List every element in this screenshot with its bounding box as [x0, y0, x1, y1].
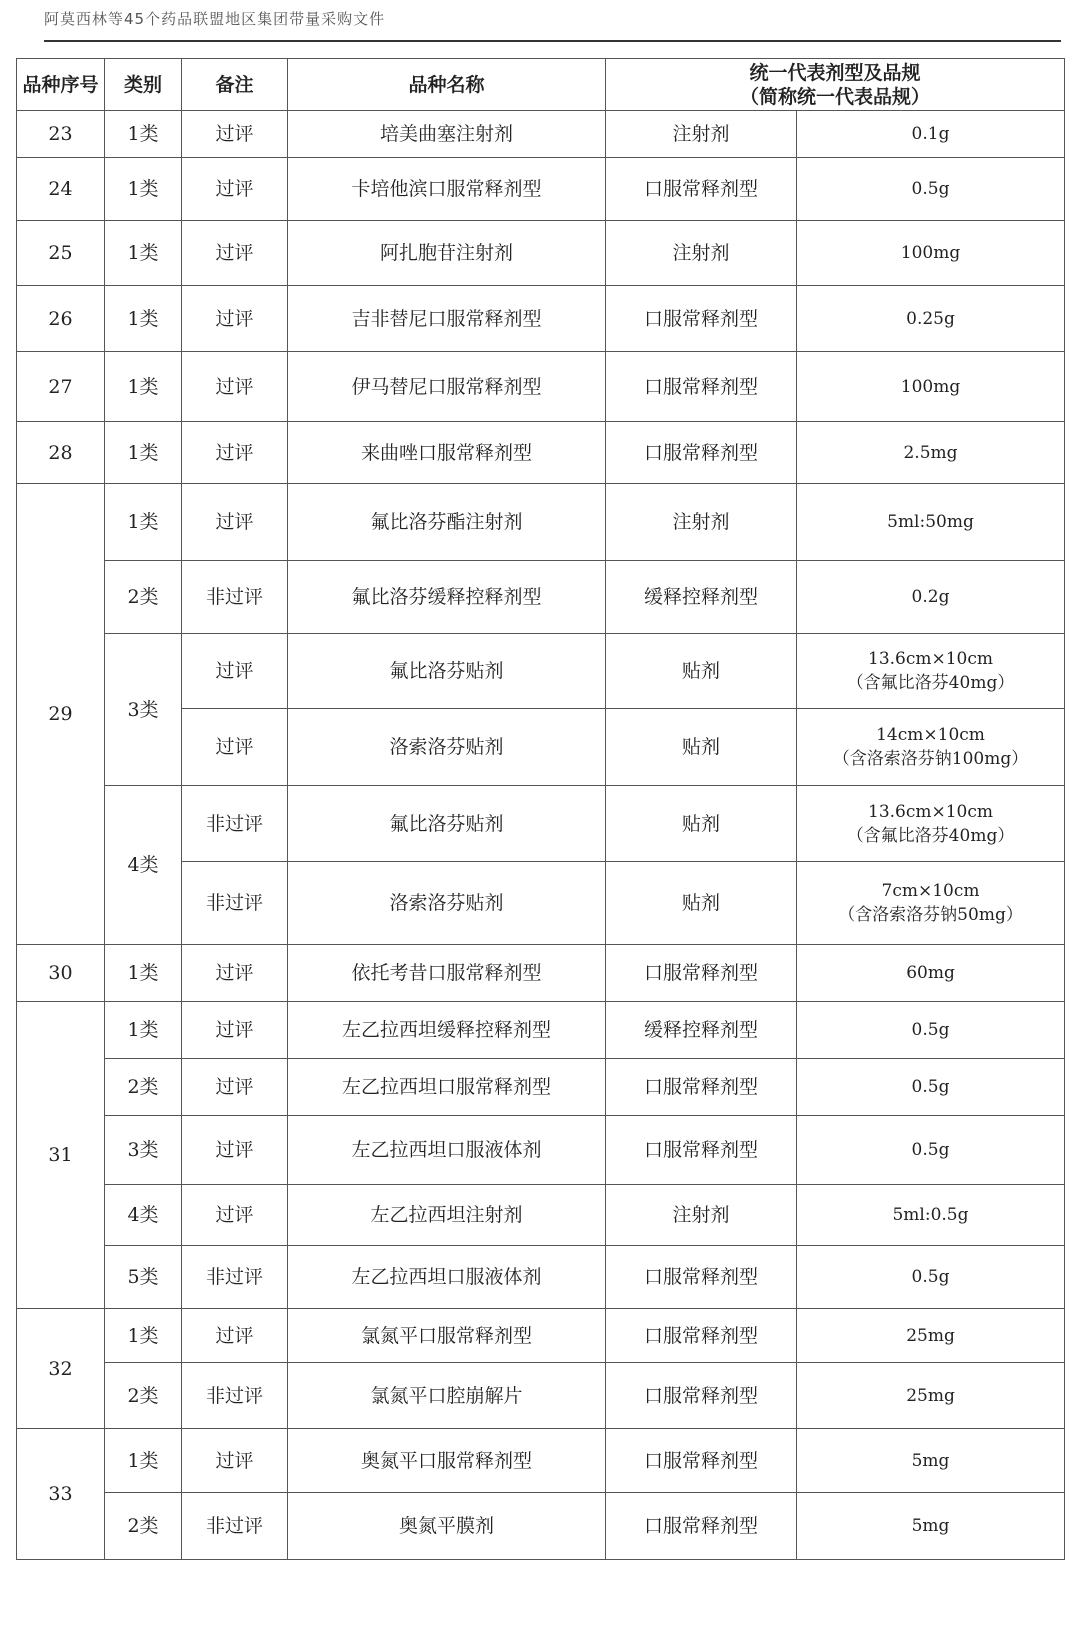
name-cell: 洛索洛芬贴剂	[288, 862, 606, 945]
table-row	[17, 634, 1065, 709]
seq-cell: 33	[17, 1429, 105, 1560]
header-remark: 备注	[182, 59, 288, 111]
spec-note: （含氟比洛芬40mg）	[846, 825, 1015, 846]
spec-cell: 5mg	[797, 1429, 1065, 1493]
name-cell: 培美曲塞注射剂	[288, 111, 606, 158]
table-row	[17, 1363, 1065, 1429]
table-row	[17, 484, 1065, 561]
form-cell: 口服常释剂型	[606, 158, 797, 221]
form-cell: 口服常释剂型	[606, 945, 797, 1002]
name-cell: 氟比洛芬酯注射剂	[288, 484, 606, 561]
form-cell: 口服常释剂型	[606, 286, 797, 352]
spec-cell	[797, 786, 1065, 862]
remark-cell: 过评	[182, 945, 288, 1002]
category-cell: 1类	[105, 1429, 182, 1493]
name-cell: 左乙拉西坦口服常释剂型	[288, 1059, 606, 1116]
header-seq: 品种序号	[17, 59, 105, 111]
header-spec-line1: 统一代表剂型及品规	[749, 61, 921, 84]
document-header: 阿莫西林等45个药品联盟地区集团带量采购文件	[44, 10, 386, 28]
seq-cell: 23	[17, 111, 105, 158]
name-cell: 来曲唑口服常释剂型	[288, 422, 606, 484]
form-cell: 注射剂	[606, 111, 797, 158]
spec-cell: 100mg	[797, 352, 1065, 422]
spec-cell: 0.5g	[797, 158, 1065, 221]
form-cell: 口服常释剂型	[606, 1309, 797, 1363]
remark-cell: 非过评	[182, 862, 288, 945]
table-row	[17, 1059, 1065, 1116]
remark-cell: 过评	[182, 1116, 288, 1185]
remark-cell: 过评	[182, 634, 288, 709]
table-row	[17, 1429, 1065, 1493]
remark-cell: 非过评	[182, 1363, 288, 1429]
name-cell: 依托考昔口服常释剂型	[288, 945, 606, 1002]
table-row	[17, 111, 1065, 158]
table-row	[17, 1002, 1065, 1059]
spec-cell	[797, 634, 1065, 709]
spec-cell: 0.2g	[797, 561, 1065, 634]
spec-note: （含洛索洛芬钠100mg）	[832, 749, 1029, 769]
remark-cell: 非过评	[182, 786, 288, 862]
seq-cell: 30	[17, 945, 105, 1002]
remark-cell: 过评	[182, 352, 288, 422]
name-cell: 左乙拉西坦缓释控释剂型	[288, 1002, 606, 1059]
spec-cell: 0.5g	[797, 1116, 1065, 1185]
name-cell: 氟比洛芬贴剂	[288, 634, 606, 709]
remark-cell: 过评	[182, 1059, 288, 1116]
name-cell: 洛索洛芬贴剂	[288, 709, 606, 786]
form-cell: 口服常释剂型	[606, 1246, 797, 1309]
category-cell: 4类	[105, 1185, 182, 1246]
spec-line: 14cm×10cm	[876, 725, 985, 745]
seq-cell: 28	[17, 422, 105, 484]
remark-cell: 过评	[182, 1309, 288, 1363]
table-row	[17, 786, 1065, 862]
spec-cell: 2.5mg	[797, 422, 1065, 484]
spec-line: 13.6cm×10cm	[868, 649, 994, 669]
remark-cell: 过评	[182, 1429, 288, 1493]
header-name: 品种名称	[288, 59, 606, 111]
form-cell: 贴剂	[606, 709, 797, 786]
form-cell: 注射剂	[606, 484, 797, 561]
form-cell: 口服常释剂型	[606, 1363, 797, 1429]
name-cell: 氟比洛芬贴剂	[288, 786, 606, 862]
category-cell: 2类	[105, 561, 182, 634]
spec-cell: 5ml:0.5g	[797, 1185, 1065, 1246]
table-row	[17, 1246, 1065, 1309]
remark-cell: 非过评	[182, 1493, 288, 1560]
category-cell: 1类	[105, 1002, 182, 1059]
spec-cell: 25mg	[797, 1363, 1065, 1429]
header-spec	[606, 59, 1065, 111]
spec-cell: 0.1g	[797, 111, 1065, 158]
seq-cell: 29	[17, 484, 105, 945]
spec-cell: 60mg	[797, 945, 1065, 1002]
category-cell: 1类	[105, 158, 182, 221]
category-cell: 1类	[105, 1309, 182, 1363]
table-row	[17, 945, 1065, 1002]
category-cell: 3类	[105, 1116, 182, 1185]
category-cell: 1类	[105, 111, 182, 158]
remark-cell: 过评	[182, 158, 288, 221]
category-cell: 2类	[105, 1059, 182, 1116]
name-cell: 奥氮平膜剂	[288, 1493, 606, 1560]
remark-cell: 非过评	[182, 561, 288, 634]
category-cell: 1类	[105, 221, 182, 286]
spec-note: （含氟比洛芬40mg）	[846, 673, 1015, 693]
form-cell: 贴剂	[606, 634, 797, 709]
spec-note: （含洛索洛芬钠50mg）	[838, 905, 1023, 925]
form-cell: 口服常释剂型	[606, 1116, 797, 1185]
category-cell: 1类	[105, 286, 182, 352]
spec-cell: 0.25g	[797, 286, 1065, 352]
remark-cell: 过评	[182, 422, 288, 484]
remark-cell: 非过评	[182, 1246, 288, 1309]
name-cell: 奥氮平口服常释剂型	[288, 1429, 606, 1493]
table-row	[17, 422, 1065, 484]
form-cell: 注射剂	[606, 221, 797, 286]
spec-cell: 0.5g	[797, 1002, 1065, 1059]
name-cell: 左乙拉西坦口服液体剂	[288, 1116, 606, 1185]
form-cell: 注射剂	[606, 1185, 797, 1246]
remark-cell: 过评	[182, 221, 288, 286]
category-cell: 5类	[105, 1246, 182, 1309]
seq-cell: 26	[17, 286, 105, 352]
spec-cell: 5ml:50mg	[797, 484, 1065, 561]
table-row	[17, 1493, 1065, 1560]
name-cell: 氯氮平口服常释剂型	[288, 1309, 606, 1363]
form-cell: 缓释控释剂型	[606, 561, 797, 634]
name-cell: 卡培他滨口服常释剂型	[288, 158, 606, 221]
form-cell: 口服常释剂型	[606, 422, 797, 484]
form-cell: 贴剂	[606, 786, 797, 862]
seq-cell: 25	[17, 221, 105, 286]
seq-cell: 32	[17, 1309, 105, 1429]
form-cell: 口服常释剂型	[606, 1429, 797, 1493]
remark-cell: 过评	[182, 111, 288, 158]
table-row	[17, 286, 1065, 352]
category-cell: 1类	[105, 945, 182, 1002]
remark-cell: 过评	[182, 1185, 288, 1246]
spec-cell	[797, 709, 1065, 786]
category-cell: 2类	[105, 1363, 182, 1429]
remark-cell: 过评	[182, 709, 288, 786]
seq-cell: 24	[17, 158, 105, 221]
table-header-row	[17, 59, 1065, 111]
spec-cell: 25mg	[797, 1309, 1065, 1363]
category-cell: 1类	[105, 352, 182, 422]
remark-cell: 过评	[182, 484, 288, 561]
table-row	[17, 561, 1065, 634]
spec-line: 7cm×10cm	[881, 881, 980, 901]
procurement-table	[16, 58, 1065, 1560]
form-cell: 口服常释剂型	[606, 1059, 797, 1116]
table-row	[17, 1185, 1065, 1246]
table-row	[17, 158, 1065, 221]
header-spec-line2: （简称统一代表品规）	[740, 85, 931, 108]
header-category: 类别	[105, 59, 182, 111]
spec-cell: 5mg	[797, 1493, 1065, 1560]
form-cell: 贴剂	[606, 862, 797, 945]
table-row	[17, 1309, 1065, 1363]
form-cell: 口服常释剂型	[606, 1493, 797, 1560]
category-cell: 1类	[105, 484, 182, 561]
table-row	[17, 221, 1065, 286]
category-cell: 4类	[105, 786, 182, 945]
spec-cell: 0.5g	[797, 1059, 1065, 1116]
spec-cell: 100mg	[797, 221, 1065, 286]
form-cell: 缓释控释剂型	[606, 1002, 797, 1059]
category-cell: 3类	[105, 634, 182, 786]
form-cell: 口服常释剂型	[606, 352, 797, 422]
seq-cell: 31	[17, 1002, 105, 1309]
name-cell: 氯氮平口腔崩解片	[288, 1363, 606, 1429]
header-divider	[44, 40, 1061, 42]
name-cell: 左乙拉西坦注射剂	[288, 1185, 606, 1246]
spec-cell	[797, 862, 1065, 945]
table-row	[17, 352, 1065, 422]
name-cell: 伊马替尼口服常释剂型	[288, 352, 606, 422]
table-row	[17, 1116, 1065, 1185]
seq-cell: 27	[17, 352, 105, 422]
name-cell: 左乙拉西坦口服液体剂	[288, 1246, 606, 1309]
spec-cell: 0.5g	[797, 1246, 1065, 1309]
spec-line: 13.6cm×10cm	[868, 801, 994, 822]
name-cell: 阿扎胞苷注射剂	[288, 221, 606, 286]
name-cell: 氟比洛芬缓释控释剂型	[288, 561, 606, 634]
remark-cell: 过评	[182, 286, 288, 352]
remark-cell: 过评	[182, 1002, 288, 1059]
name-cell: 吉非替尼口服常释剂型	[288, 286, 606, 352]
category-cell: 1类	[105, 422, 182, 484]
category-cell: 2类	[105, 1493, 182, 1560]
